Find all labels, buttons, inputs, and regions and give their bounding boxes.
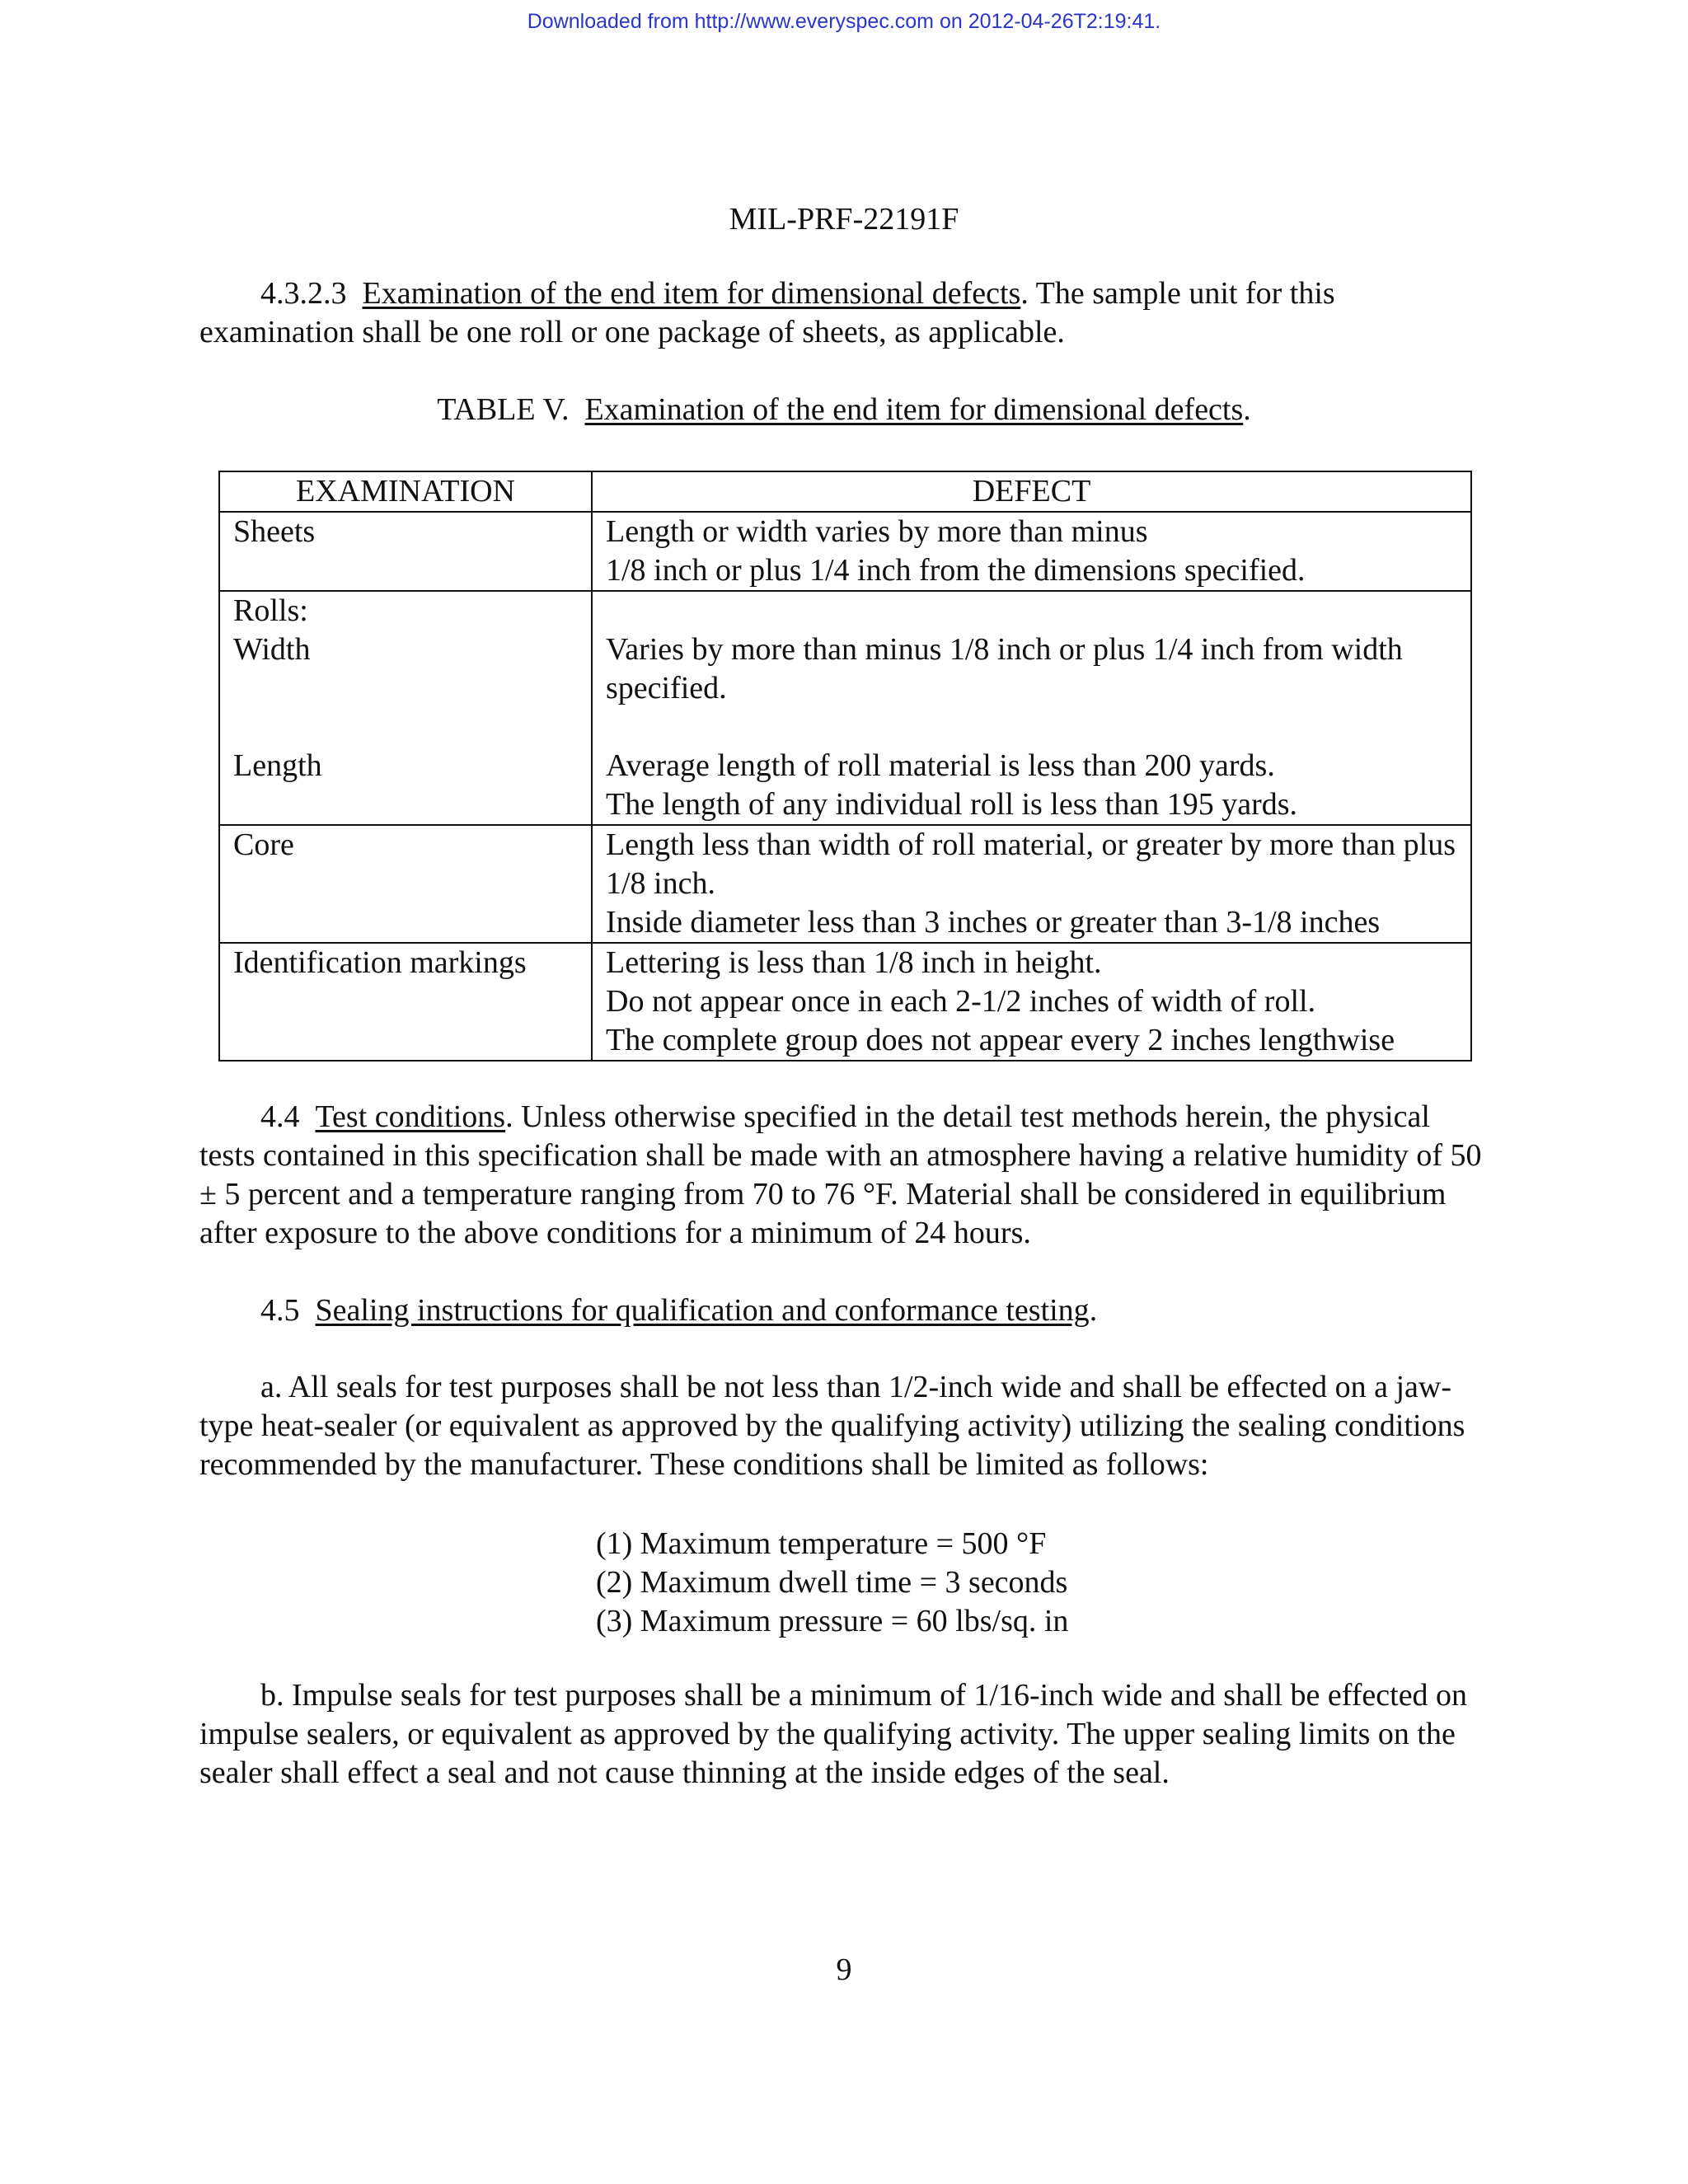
document-id: MIL-PRF-22191F [729,202,959,237]
table-row [219,591,1471,825]
table-row [219,825,1471,943]
examination-cell [219,943,592,1061]
table-row [219,512,1471,591]
paragraph-4-5 [199,1291,1485,1330]
item-a-text: a. All seals for test purposes shall be not less than 1/2-inch wide and shall be effected on a jaw-type heat-sealer (or equivalent as approved by the qualifying activity) utilizing the sealing conditions recommended by the manufacturer. These conditions shall be limited as follows: [199,1370,1465,1482]
section-number: 4.5 [260,1293,300,1328]
examination-line: Sheets [233,514,316,549]
defect-line: 1/8 inch or plus 1/4 inch from the dimensions specified. [606,553,1306,588]
table-row [219,943,1471,1061]
section-heading: Test conditions [315,1099,506,1134]
defect-line: Lettering is less than 1/8 inch in height. [606,945,1102,980]
examination-line: Length [233,748,322,783]
section-suffix: . [1089,1293,1098,1328]
table-caption-prefix: TABLE V. [437,392,570,427]
sealing-conditions-list [596,1525,1068,1641]
download-banner: Downloaded from http://www.everyspec.com on 2012-04-26T2:19:41. [527,10,1161,33]
section-heading: Examination of the end item for dimensional defects [362,276,1021,311]
defects-table [218,471,1472,1062]
section-text: . Unless otherwise specified in the detail test methods herein, the physical tests contained in this specification shall be made with an atmosphere having a relative humidity of 50 ± 5 percent and a temperature ranging from 70 to 76 °F. Material shall be considered in equilibrium after exposure to the above conditions for a minimum of 24 hours. [199,1099,1482,1250]
section-heading: Sealing instructions for qualification and conformance testing [315,1293,1090,1328]
defect-line: Length or width varies by more than minus [606,514,1148,549]
paragraph-4-4 [199,1098,1485,1253]
defect-line: Do not appear once in each 2-1/2 inches of width of roll. [606,984,1316,1019]
paragraph-item-b [199,1676,1485,1793]
examination-line: Width [233,632,311,667]
examination-line: Identification markings [233,945,527,980]
examination-line: Core [233,827,294,862]
defect-line: Inside diameter less than 3 inches or greater than 3-1/8 inches [606,905,1381,940]
condition-item: (2) Maximum dwell time = 3 seconds [596,1565,1068,1600]
defect-cell [592,512,1471,591]
defect-cell [592,591,1471,825]
condition-item: (3) Maximum pressure = 60 lbs/sq. in [596,1604,1069,1638]
defect-line: The complete group does not appear every 2 inches lengthwise [606,1023,1395,1057]
defect-line: Length less than width of roll material, or greater by more than plus 1/8 inch. [606,827,1456,901]
section-number: 4.4 [260,1099,300,1134]
examination-cell [219,591,592,825]
examination-cell [219,512,592,591]
defect-line: Varies by more than minus 1/8 inch or plus 1/4 inch from width specified. [606,632,1403,705]
defect-cell [592,943,1471,1061]
examination-cell [219,825,592,943]
defect-line: Average length of roll material is less than 200 yards. [606,748,1275,783]
condition-item: (1) Maximum temperature = 500 °F [596,1526,1047,1561]
section-text: . The sample unit for this examination shall be one roll or one package of sheets, as applicable. [199,276,1335,349]
item-b-text: b. Impulse seals for test purposes shall be a minimum of 1/16-inch wide and shall be effected on impulse sealers, or equivalent as approved by the qualifying activity. The upper sealing limits on the sealer shall effect a seal and not cause thinning at the inside edges of the seal. [199,1678,1468,1790]
header-examination: EXAMINATION [219,471,592,512]
header-defect: DEFECT [592,471,1471,512]
examination-line: Rolls: [233,593,308,628]
table-caption-title: Examination of the end item for dimensional defects [584,392,1244,427]
paragraph-item-a [199,1368,1485,1484]
table-header-row [219,471,1471,512]
table-caption-suffix: . [1243,392,1251,427]
paragraph-4-3-2-3 [199,274,1485,352]
section-number: 4.3.2.3 [260,276,347,311]
page-number: 9 [836,1952,852,1987]
defect-line: The length of any individual roll is less than 195 yards. [606,787,1298,822]
defect-cell [592,825,1471,943]
table-caption [0,391,1688,428]
